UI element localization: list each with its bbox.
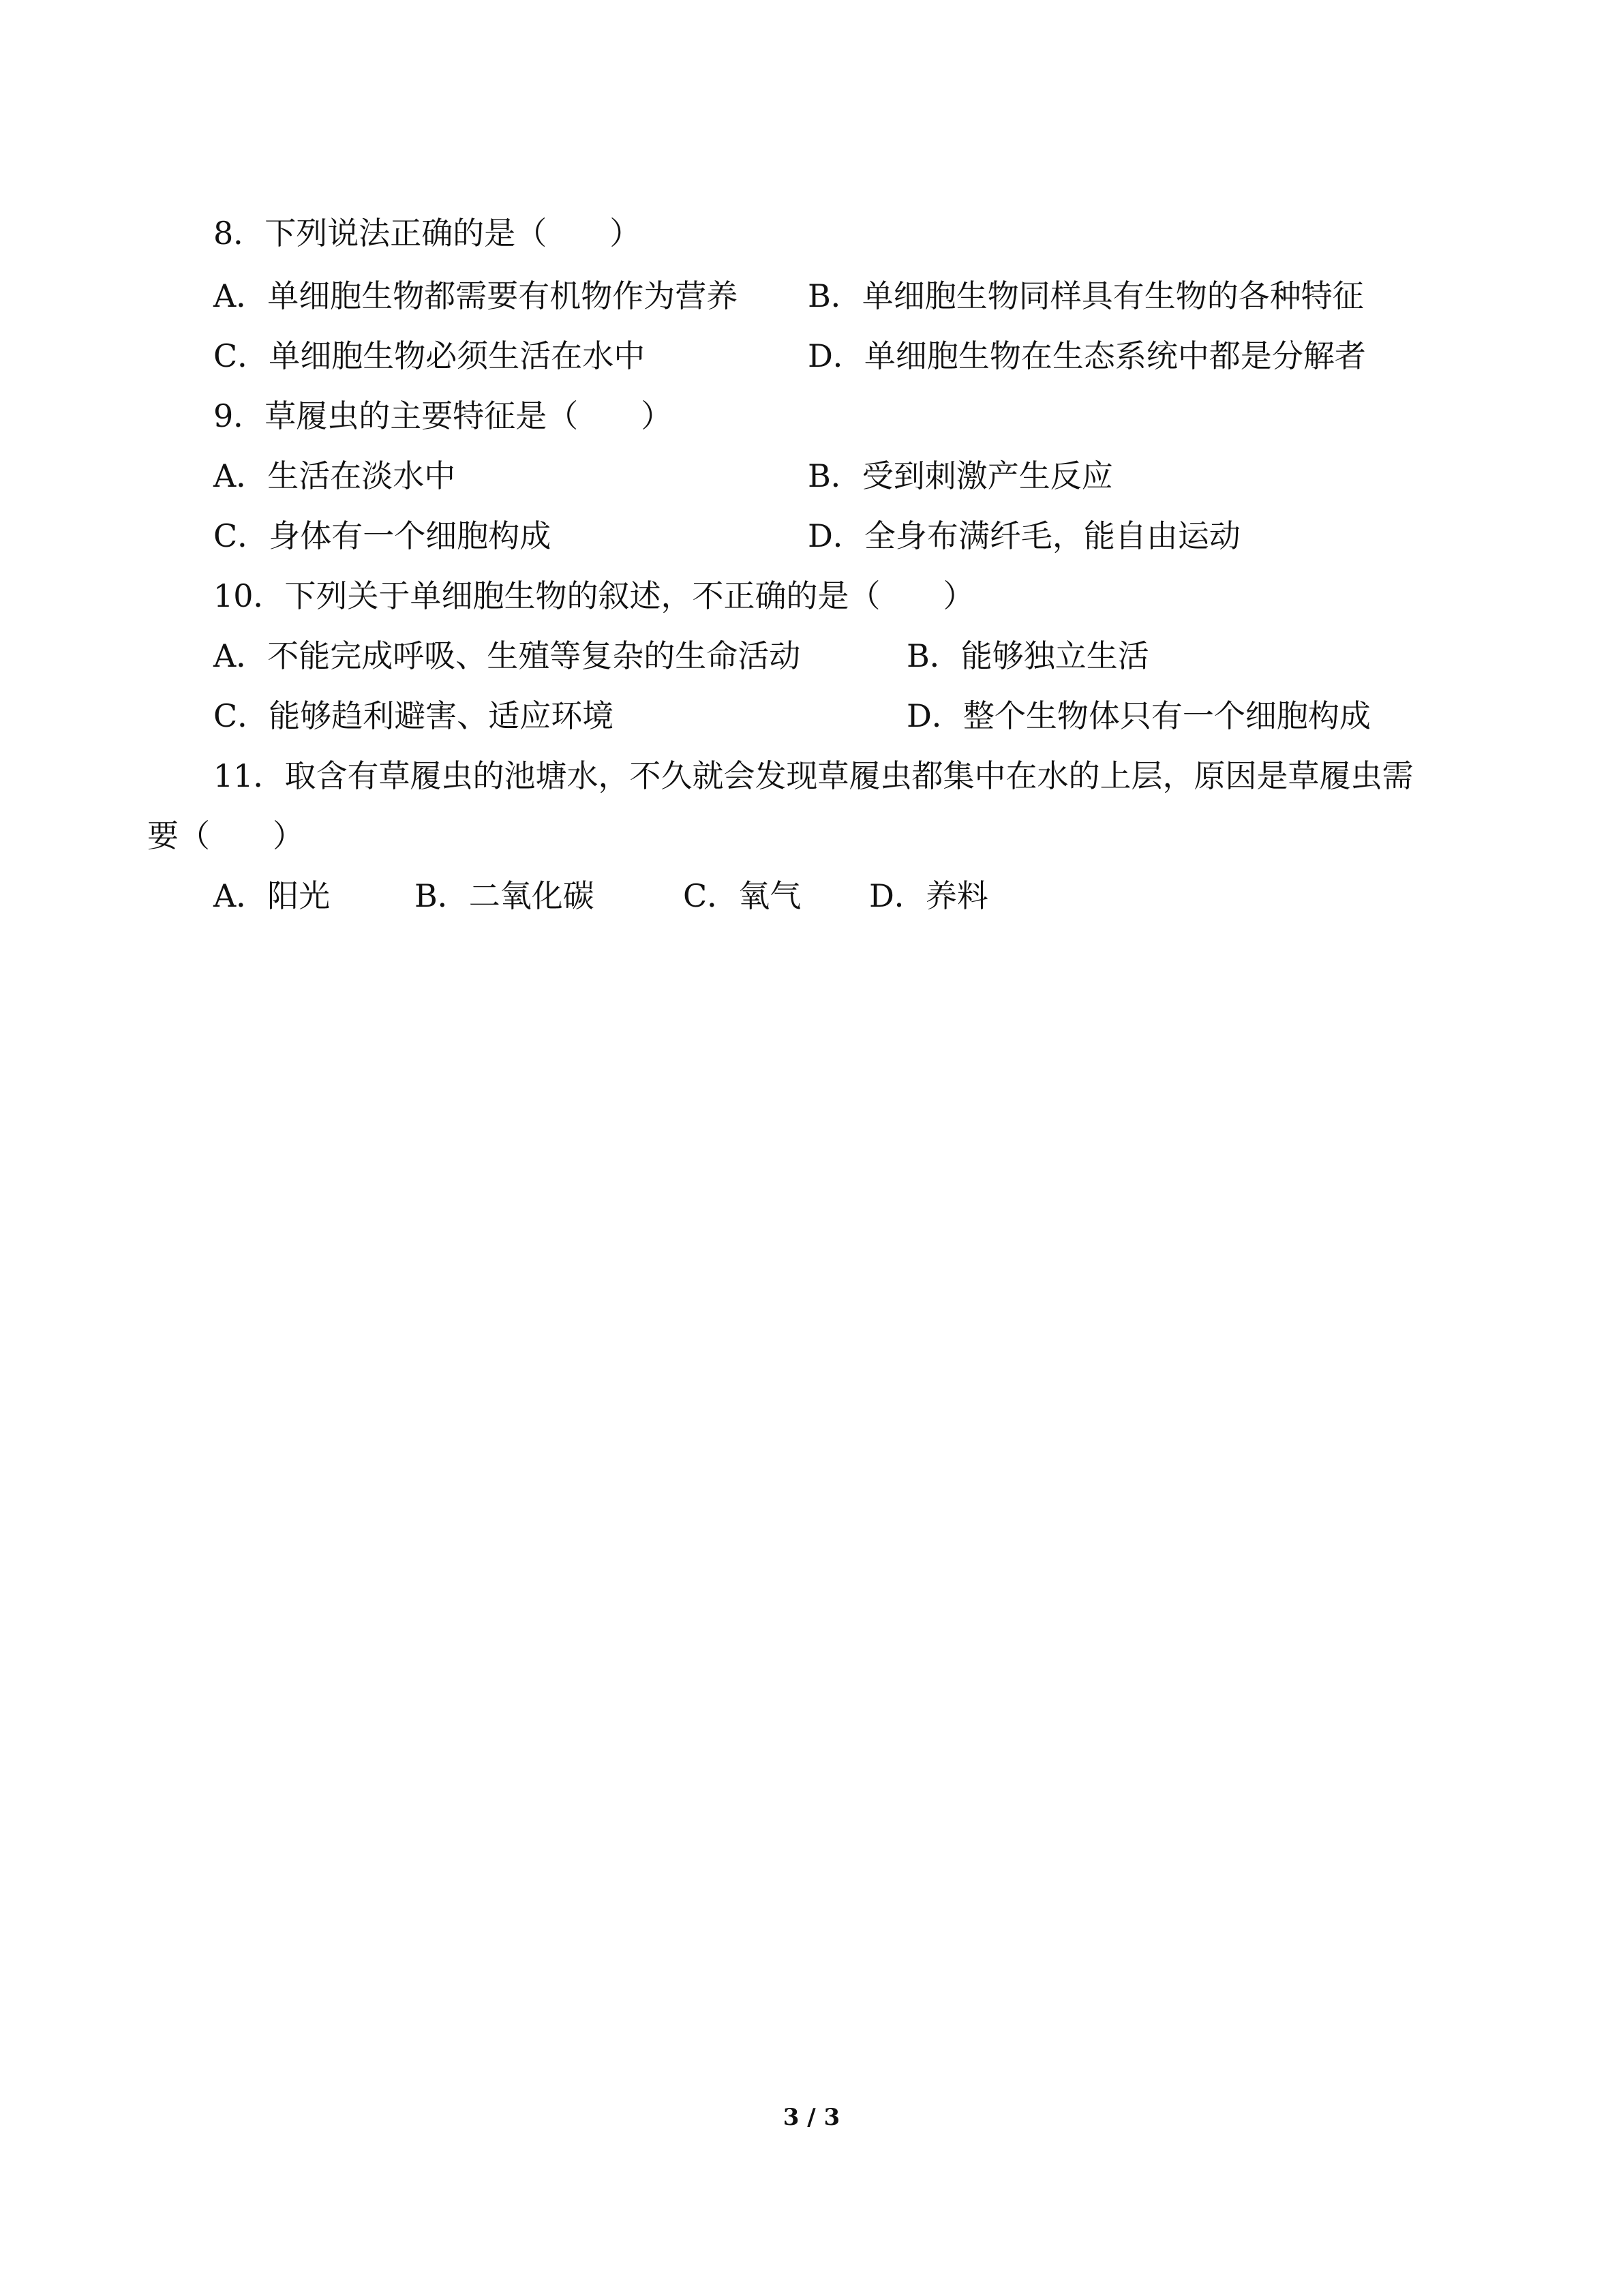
question-11-stem-line-2: 要（ ） bbox=[147, 817, 304, 854]
question-10-option-b: B．能够独立生活 bbox=[907, 637, 1149, 674]
page-number: 3 / 3 bbox=[783, 2104, 840, 2131]
question-10-stem: 10．下列关于单细胞生物的叙述，不正确的是（ ） bbox=[213, 577, 975, 614]
question-9-option-a: A．生活在淡水中 bbox=[213, 457, 456, 494]
question-11-option-a: A．阳光 bbox=[213, 877, 331, 914]
question-9-option-d: D．全身布满纤毛，能自由运动 bbox=[808, 517, 1241, 554]
question-10-option-d: D．整个生物体只有一个细胞构成 bbox=[907, 697, 1371, 734]
question-8-stem: 8．下列说法正确的是（ ） bbox=[213, 215, 641, 252]
question-11-option-c: C．氧气 bbox=[683, 877, 802, 914]
question-9-option-b: B．受到刺激产生反应 bbox=[808, 457, 1113, 494]
question-8-option-b: B．单细胞生物同样具有生物的各种特征 bbox=[808, 277, 1364, 314]
question-9-option-c: C．身体有一个细胞构成 bbox=[213, 517, 551, 554]
question-11-option-d: D．养料 bbox=[869, 877, 988, 914]
question-10-option-a: A．不能完成呼吸、生殖等复杂的生命活动 bbox=[213, 637, 801, 674]
question-9-stem: 9．草履虫的主要特征是（ ） bbox=[213, 397, 673, 434]
question-8-option-a: A．单细胞生物都需要有机物作为营养 bbox=[213, 277, 738, 314]
question-10-option-c: C．能够趋利避害、适应环境 bbox=[213, 697, 614, 734]
question-8-option-d: D．单细胞生物在生态系统中都是分解者 bbox=[808, 337, 1366, 374]
question-11-option-b: B．二氧化碳 bbox=[414, 877, 594, 914]
question-11-stem-line-1: 11．取含有草履虫的池塘水，不久就会发现草履虫都集中在水的上层，原因是草履虫需 bbox=[213, 757, 1414, 794]
question-8-option-c: C．单细胞生物必须生活在水中 bbox=[213, 337, 646, 374]
